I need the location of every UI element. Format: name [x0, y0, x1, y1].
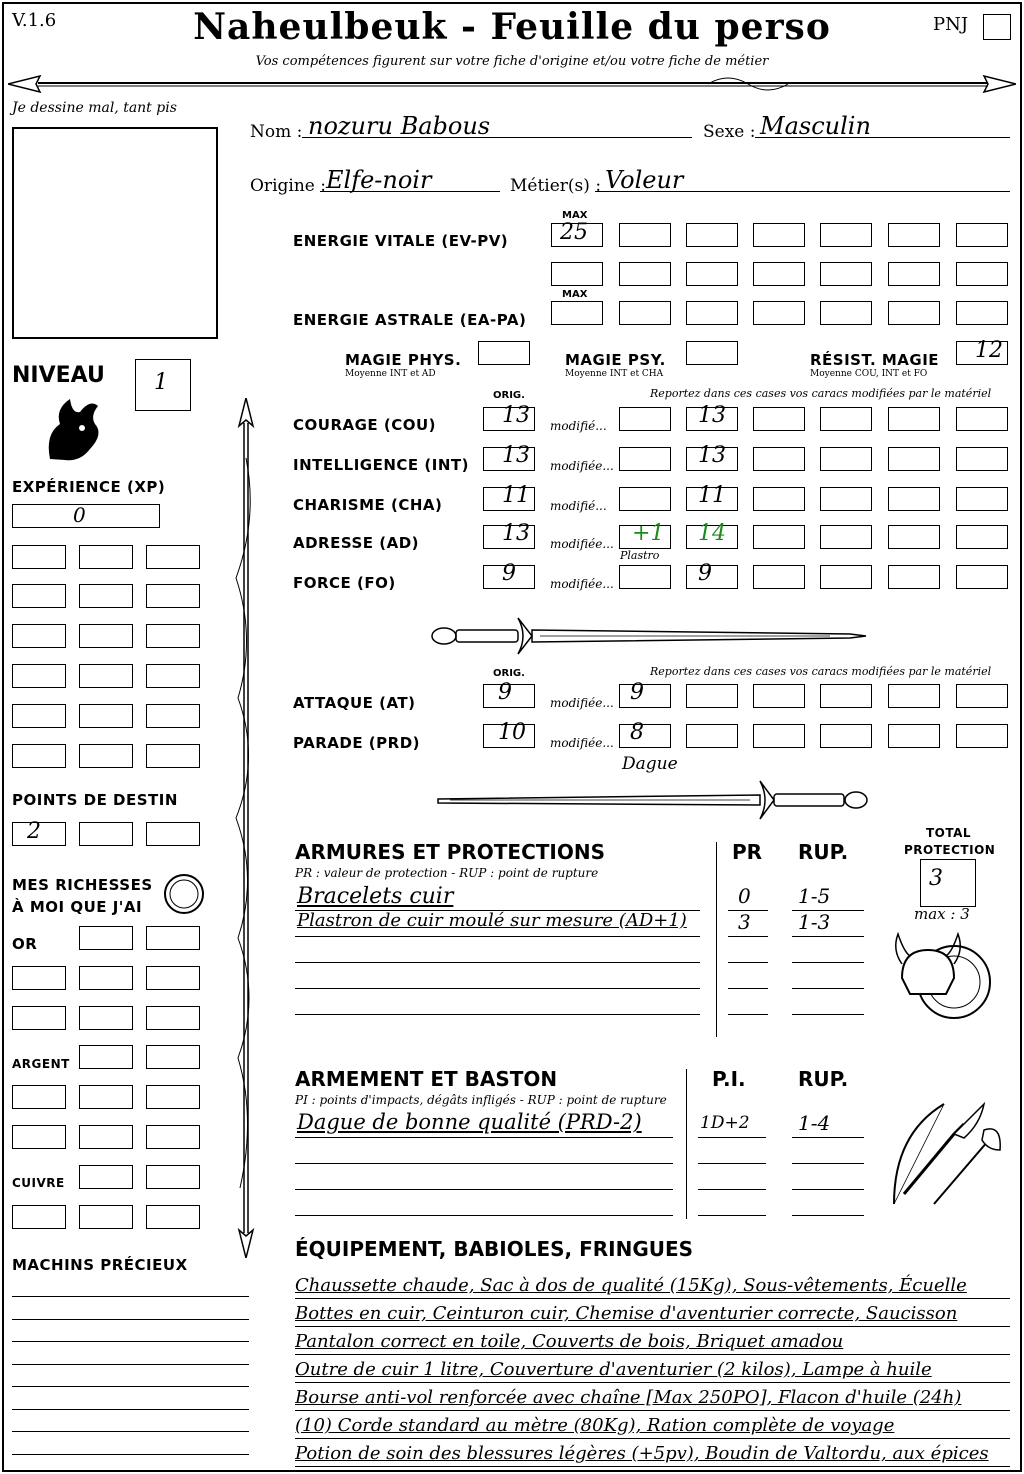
equipement-line[interactable]: Bottes en cuir, Ceinturon cuir, Chemise d'aventurier correcte, Saucisson [295, 1302, 1010, 1327]
combat-orig-label: ORIG. [493, 668, 525, 679]
combat-box[interactable] [956, 684, 1008, 708]
equipement-line[interactable]: Chaussette chaude, Sac à dos de qualité (15Kg), Sous-vêtements, Écuelle [295, 1274, 1010, 1299]
machins-line [12, 1409, 249, 1410]
combat-box[interactable] [619, 684, 671, 708]
xp-grid-box[interactable] [12, 744, 66, 768]
carac-box[interactable] [820, 447, 872, 471]
niveau-label: NIVEAU [12, 363, 105, 388]
carac-box[interactable] [888, 525, 940, 549]
origine-underline [320, 191, 500, 192]
ev-box[interactable] [888, 262, 940, 286]
carac-value: 13 [698, 403, 726, 428]
sexe-label: Sexe : [703, 122, 756, 142]
arme-rup-line [792, 1163, 864, 1164]
nom-label: Nom : [250, 122, 303, 142]
ea-box[interactable] [888, 301, 940, 325]
magie-psy-box[interactable] [686, 341, 738, 365]
origine-field[interactable]: Elfe-noir [326, 166, 432, 194]
arme-pi-line [698, 1215, 766, 1216]
nom-field[interactable]: nozuru Babous [308, 112, 491, 140]
carac-label: INTELLIGENCE (INT) [293, 456, 469, 474]
portrait-box[interactable] [12, 127, 218, 339]
money-box[interactable] [146, 1085, 200, 1109]
resist-magie-box[interactable] [956, 338, 1008, 365]
arme-pi-line [698, 1137, 766, 1138]
carac-mod-label: modifié... [550, 419, 607, 433]
carac-label: COURAGE (COU) [293, 416, 437, 434]
carac-label: FORCE (FO) [293, 574, 396, 592]
money-box[interactable] [79, 1205, 133, 1229]
armure-pr-line [728, 936, 768, 937]
carac-box[interactable] [888, 565, 940, 589]
ev-box[interactable] [619, 262, 671, 286]
xp-grid-box[interactable] [12, 664, 66, 688]
arme-rup: 1-4 [798, 1111, 831, 1135]
destin-box-2[interactable] [79, 822, 133, 846]
carac-orig-value: 13 [502, 521, 530, 546]
money-box[interactable] [146, 1045, 200, 1069]
xp-grid-box[interactable] [12, 704, 66, 728]
carac-box[interactable] [956, 525, 1008, 549]
helmet-shield-icon [888, 928, 1000, 1032]
combat-label: PARADE (PRD) [293, 734, 421, 752]
armure-rup-line [792, 988, 864, 989]
armure-line [295, 988, 700, 989]
equipement-title: ÉQUIPEMENT, BABIOLES, FRINGUES [295, 1237, 694, 1261]
metier-underline [595, 191, 1010, 192]
armure-pr: 3 [738, 910, 751, 934]
armure-line [295, 936, 700, 937]
sword-icon [430, 612, 870, 658]
equipement-line[interactable]: Pantalon correct en toile, Couverts de bois, Briquet amadou [295, 1330, 1010, 1355]
machins-line [12, 1296, 249, 1297]
combat-box[interactable] [753, 684, 805, 708]
origine-label: Origine : [250, 176, 326, 196]
carac-box[interactable] [820, 525, 872, 549]
money-box[interactable] [12, 1205, 66, 1229]
arme-rup-line [792, 1215, 864, 1216]
armure-rup-line [792, 936, 864, 937]
carac-box[interactable] [619, 407, 671, 431]
ev-box[interactable] [686, 262, 738, 286]
pnj-checkbox[interactable] [983, 14, 1011, 40]
resist-magie-sub: Moyenne COU, INT et FO [810, 369, 928, 379]
carac-box[interactable] [619, 565, 671, 589]
dragon-icon [40, 394, 106, 464]
carac-box[interactable] [888, 407, 940, 431]
resist-magie-value: 12 [975, 338, 1003, 363]
armure-line [295, 962, 700, 963]
carac-box[interactable] [753, 447, 805, 471]
carac-mod-label: modifiée... [550, 459, 614, 473]
combat-box[interactable] [888, 684, 940, 708]
arme-line [295, 1215, 673, 1216]
vertical-spear-icon [226, 398, 266, 1258]
money-box[interactable] [146, 1165, 200, 1189]
carac-label: ADRESSE (AD) [293, 534, 420, 552]
ea-max-label: MAX [562, 289, 588, 300]
arme-line [295, 1163, 673, 1164]
money-box[interactable] [79, 926, 133, 950]
machins-line [12, 1364, 249, 1365]
xp-grid-box[interactable] [12, 545, 66, 569]
arme-rup-line [792, 1189, 864, 1190]
destin-box-3[interactable] [146, 822, 200, 846]
armure-rup-line [792, 962, 864, 963]
armures-title: ARMURES ET PROTECTIONS [295, 840, 605, 864]
total-label-2: PROTECTION [904, 843, 996, 857]
page-subtitle: Vos compétences figurent sur votre fiche d'origine et/ou votre fiche de métier [255, 54, 769, 69]
combat-box[interactable] [686, 724, 738, 748]
carac-box[interactable] [956, 565, 1008, 589]
armure-name: Plastron de cuir moulé sur mesure (AD+1) [297, 910, 687, 931]
xp-grid-box[interactable] [79, 744, 133, 768]
spear-divider-icon [8, 68, 1016, 98]
combat-box[interactable] [956, 724, 1008, 748]
armure-rup: 1-5 [798, 884, 831, 908]
combat-value: 8 [630, 720, 644, 745]
ea-label: ENERGIE ASTRALE (EA-PA) [293, 311, 527, 329]
combat-orig-value: 10 [498, 720, 526, 745]
carac-label: CHARISME (CHA) [293, 496, 443, 514]
combat-label: ATTAQUE (AT) [293, 694, 416, 712]
cuivre-label: CUIVRE [12, 1176, 65, 1190]
ev-box[interactable] [753, 262, 805, 286]
arme-pi-line [698, 1189, 766, 1190]
carac-value: 14 [698, 521, 726, 546]
total-protection-box[interactable] [920, 859, 976, 907]
sword-icon-2 [430, 777, 870, 823]
argent-label: ARGENT [12, 1057, 70, 1071]
xp-grid-box[interactable] [146, 584, 200, 608]
xp-grid-box[interactable] [146, 624, 200, 648]
ev-max-box[interactable] [551, 220, 603, 247]
money-box[interactable] [79, 1165, 133, 1189]
combat-report-note: Reportez dans ces cases vos caracs modifiées par le matériel [650, 665, 992, 678]
xp-grid-box[interactable] [79, 664, 133, 688]
money-box[interactable] [146, 966, 200, 990]
xp-grid-box[interactable] [146, 704, 200, 728]
page-title: Naheulbeuk - Feuille du perso [193, 6, 831, 48]
carac-box[interactable] [956, 447, 1008, 471]
richesses-label-2: À MOI QUE J'AI [12, 898, 143, 916]
xp-label: EXPÉRIENCE (XP) [12, 478, 166, 496]
xp-grid-box[interactable] [12, 584, 66, 608]
ev-box[interactable] [551, 262, 603, 286]
combat-orig-value: 9 [498, 680, 512, 705]
ev-max-value: 25 [560, 220, 588, 245]
armement-sub: PI : points d'impacts, dégâts infligés - RUP : point de rupture [295, 1093, 667, 1107]
armure-name: Bracelets cuir [297, 884, 454, 909]
armures-col-rup: RUP. [798, 840, 849, 864]
ev-box[interactable] [956, 223, 1008, 247]
money-box[interactable] [12, 1085, 66, 1109]
xp-grid-box[interactable] [146, 744, 200, 768]
pnj-label: PNJ [933, 14, 969, 35]
xp-grid-box[interactable] [146, 664, 200, 688]
magie-psy-label: MAGIE PSY. [565, 351, 666, 369]
weapons-icon [884, 1094, 1008, 1218]
armement-title: ARMEMENT ET BASTON [295, 1067, 558, 1091]
money-box[interactable] [79, 1125, 133, 1149]
xp-grid-box[interactable] [12, 624, 66, 648]
carac-box[interactable] [753, 525, 805, 549]
arme-pi-line [698, 1163, 766, 1164]
combat-mod-label: modifiée... [550, 696, 614, 710]
coin-icon [162, 872, 206, 916]
arme-pi: 1D+2 [700, 1113, 750, 1133]
money-box[interactable] [12, 966, 66, 990]
metier-field[interactable]: Voleur [605, 166, 684, 194]
ea-box[interactable] [619, 301, 671, 325]
caracs-report-note: Reportez dans ces cases vos caracs modifiées par le matériel [650, 387, 992, 400]
ev-box[interactable] [686, 223, 738, 247]
combat-box[interactable] [619, 724, 671, 748]
carac-box[interactable] [619, 447, 671, 471]
carac-box[interactable] [888, 447, 940, 471]
sexe-underline [755, 137, 1010, 138]
adresse-mod-note: Plastro [620, 549, 660, 562]
carac-value: 11 [698, 483, 726, 508]
carac-box[interactable] [753, 565, 805, 589]
magie-psy-sub: Moyenne INT et CHA [565, 369, 664, 379]
ev-max-label: MAX [562, 210, 588, 221]
equipement-line[interactable]: Outre de cuir 1 litre, Couverture d'aventurier (2 kilos), Lampe à huile [295, 1358, 1010, 1383]
machins-line [12, 1386, 249, 1387]
carac-box[interactable] [888, 487, 940, 511]
ev-box[interactable] [619, 223, 671, 247]
carac-orig-value: 11 [502, 483, 530, 508]
armure-pr-line [728, 1014, 768, 1015]
carac-value: 9 [698, 561, 712, 586]
carac-box[interactable] [820, 565, 872, 589]
armure-pr-line [728, 988, 768, 989]
parade-note: Dague [622, 754, 678, 774]
machins-line [12, 1319, 249, 1320]
machins-line [12, 1431, 249, 1432]
magie-phys-box[interactable] [478, 341, 530, 365]
armement-divider [686, 1069, 687, 1219]
magie-phys-label: MAGIE PHYS. [345, 351, 462, 369]
magie-phys-sub: Moyenne INT et AD [345, 369, 436, 379]
armure-line [295, 1014, 700, 1015]
combat-value: 9 [630, 680, 644, 705]
money-box[interactable] [79, 1085, 133, 1109]
metier-label: Métier(s) : [510, 176, 602, 196]
machins-label: MACHINS PRÉCIEUX [12, 1256, 188, 1274]
ev-box[interactable] [956, 262, 1008, 286]
arme-line [295, 1137, 673, 1138]
armures-sub: PR : valeur de protection - RUP : point de rupture [295, 866, 599, 880]
carac-box[interactable] [686, 565, 738, 589]
combat-box[interactable] [753, 724, 805, 748]
destin-box-1[interactable] [12, 819, 66, 846]
armure-pr: 0 [738, 884, 751, 908]
money-box[interactable] [12, 1125, 66, 1149]
combat-box[interactable] [686, 684, 738, 708]
carac-box[interactable] [619, 487, 671, 511]
equipement-line[interactable]: Potion de soin des blessures légères (+5pv), Boudin de Valtordu, aux épices [295, 1442, 1010, 1467]
armures-divider [716, 842, 717, 1037]
combat-box[interactable] [888, 724, 940, 748]
xp-grid-box[interactable] [79, 584, 133, 608]
money-box[interactable] [146, 1125, 200, 1149]
ea-box[interactable] [753, 301, 805, 325]
carac-mod-label: modifiée... [550, 537, 614, 551]
caracs-orig-label: ORIG. [493, 390, 525, 401]
total-max: max : 3 [914, 905, 970, 923]
armures-col-pr: PR [732, 840, 763, 864]
carac-mod-label: modifié... [550, 499, 607, 513]
armement-col-rup: RUP. [798, 1067, 849, 1091]
carac-mod-value: +1 [632, 521, 665, 546]
carac-box[interactable] [753, 487, 805, 511]
carac-box[interactable] [753, 407, 805, 431]
xp-box[interactable] [12, 504, 160, 528]
xp-value: 0 [73, 503, 86, 527]
version-label: V.1.6 [12, 10, 57, 31]
destin-label: POINTS DE DESTIN [12, 791, 178, 809]
equipement-line[interactable]: (10) Corde standard au mètre (80Kg), Ration complète de voyage [295, 1414, 1010, 1439]
arme-line [295, 1189, 673, 1190]
ev-box[interactable] [820, 262, 872, 286]
ea-box[interactable] [820, 301, 872, 325]
machins-line [12, 1454, 249, 1455]
resist-magie-label: RÉSIST. MAGIE [810, 351, 940, 369]
carac-box[interactable] [956, 487, 1008, 511]
sexe-field[interactable]: Masculin [760, 112, 871, 140]
xp-grid-box[interactable] [146, 545, 200, 569]
arme-name: Dague de bonne qualité (PRD-2) [297, 1110, 642, 1134]
destin-value: 2 [27, 819, 41, 844]
ea-max-box[interactable] [551, 301, 603, 325]
money-box[interactable] [79, 1006, 133, 1030]
xp-grid-box[interactable] [79, 624, 133, 648]
carac-value: 13 [698, 443, 726, 468]
money-box[interactable] [146, 1006, 200, 1030]
nom-underline [302, 137, 692, 138]
arme-rup-line [792, 1137, 864, 1138]
money-box[interactable] [79, 1045, 133, 1069]
total-protection-value: 3 [929, 866, 943, 891]
niveau-value: 1 [154, 370, 168, 395]
armure-rup-line [792, 1014, 864, 1015]
xp-grid-box[interactable] [79, 545, 133, 569]
xp-grid-box[interactable] [79, 704, 133, 728]
equipement-line[interactable]: Bourse anti-vol renforcée avec chaîne [Max 250PO], Flacon d'huile (24h) [295, 1386, 1010, 1411]
combat-box[interactable] [820, 684, 872, 708]
carac-box[interactable] [956, 407, 1008, 431]
richesses-label-1: MES RICHESSES [12, 876, 153, 894]
ea-box[interactable] [956, 301, 1008, 325]
niveau-box[interactable] [135, 359, 191, 411]
carac-box[interactable] [820, 407, 872, 431]
ev-box[interactable] [888, 223, 940, 247]
money-box[interactable] [12, 1006, 66, 1030]
ea-box[interactable] [686, 301, 738, 325]
money-box[interactable] [146, 1205, 200, 1229]
ev-box[interactable] [753, 223, 805, 247]
carac-mod-label: modifiée... [550, 577, 614, 591]
combat-box[interactable] [820, 724, 872, 748]
carac-box[interactable] [820, 487, 872, 511]
money-box[interactable] [79, 966, 133, 990]
armement-col-pi: P.I. [712, 1067, 746, 1091]
or-label: OR [12, 935, 38, 953]
carac-orig-value: 13 [502, 403, 530, 428]
ev-label: ENERGIE VITALE (EV-PV) [293, 232, 509, 250]
carac-orig-value: 13 [502, 443, 530, 468]
machins-line [12, 1341, 249, 1342]
total-label-1: TOTAL [926, 826, 972, 840]
carac-orig-value: 9 [502, 561, 516, 586]
portrait-caption: Je dessine mal, tant pis [12, 100, 177, 116]
combat-mod-label: modifiée... [550, 736, 614, 750]
armure-pr-line [728, 962, 768, 963]
ev-box[interactable] [820, 223, 872, 247]
money-box[interactable] [146, 926, 200, 950]
armure-rup: 1-3 [798, 910, 831, 934]
